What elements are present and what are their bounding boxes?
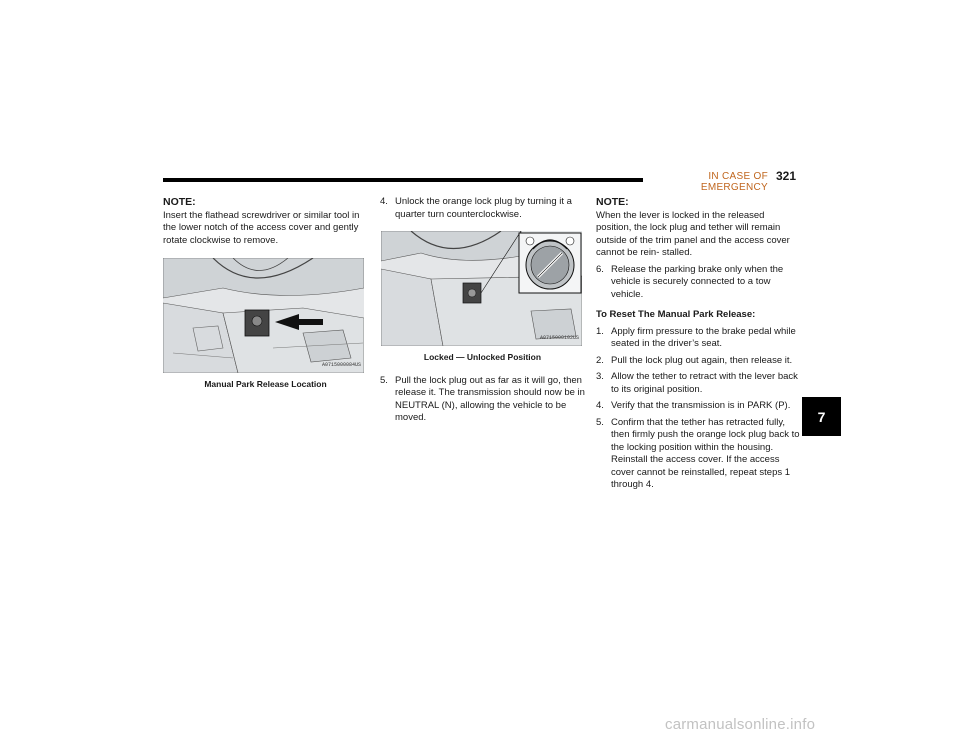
lock-plug-illustration [381, 231, 582, 346]
step-number: 5. [380, 374, 388, 386]
column-right [596, 196, 802, 496]
figure-code: A0715000084US [321, 361, 361, 368]
column-middle [380, 196, 585, 429]
header-rule [163, 178, 643, 182]
manual-park-release-figure [163, 258, 364, 373]
step-text: Verify that the transmission is in PARK (P). [611, 400, 791, 411]
reset-step [596, 417, 802, 492]
step-number: 1. [596, 325, 604, 337]
note-title: NOTE: [596, 196, 629, 208]
reset-step [596, 326, 802, 351]
step-text: Release the parking brake only when the vehicle is securely connected to a tow vehicle. [611, 263, 784, 300]
note-text: When the lever is locked in the released position, the lock plug and tether will remain outside of the trim panel and the access cover cannot be rein- stalled. [596, 209, 790, 258]
step-number: 3. [596, 371, 604, 382]
step-number: 4. [596, 400, 604, 411]
step-text: Confirm that the tether has retracted fully, then firmly push the orange lock plug back to the locking position within the housing. Reinstall the access cover. If the access cover cannot be reinstalled, repeat steps 1 through 4. [611, 416, 800, 490]
step-text: Pull the lock plug out as far as it will go, then release it. The transmission should now be in NEUTRAL (N), allowing the vehicle to be moved. [395, 374, 585, 423]
dashboard-illustration [163, 258, 364, 373]
note-title: NOTE: [163, 196, 196, 208]
step-text: Pull the lock plug out again, then release it. [611, 354, 793, 366]
note-text: Insert the flathead screwdriver or similar tool in the lower notch of the access cover and gently rotate clockwise to remove. [163, 209, 360, 246]
page-number: 321 [776, 169, 797, 183]
step-text: Unlock the orange lock plug by turning it a quarter turn counterclockwise. [395, 196, 572, 220]
step-item [596, 264, 802, 302]
reset-step [596, 371, 802, 396]
step-number: 2. [596, 354, 604, 366]
site-watermark: carmanualsonline.info [665, 716, 816, 733]
reset-step [596, 355, 802, 368]
chapter-tab[interactable]: 7 [802, 397, 841, 436]
step-number: 4. [380, 196, 388, 207]
figure-caption: Manual Park Release Location [204, 379, 327, 389]
column-left [163, 196, 368, 402]
step-text: Allow the tether to retract with the lever back to its original position. [611, 371, 798, 395]
step-item [380, 196, 585, 221]
figure-code: A0715000102US [539, 334, 579, 341]
lock-position-figure [381, 231, 582, 346]
figure-caption: Locked — Unlocked Position [423, 352, 542, 362]
reset-heading: To Reset The Manual Park Release: [596, 309, 756, 320]
reset-step [596, 400, 802, 413]
step-number: 6. [596, 263, 604, 275]
step-text: Apply firm pressure to the brake pedal while seated in the driver’s seat. [611, 325, 796, 349]
step-item [380, 375, 585, 425]
section-title: IN CASE OF EMERGENCY [700, 171, 768, 193]
step-number: 5. [596, 416, 604, 428]
